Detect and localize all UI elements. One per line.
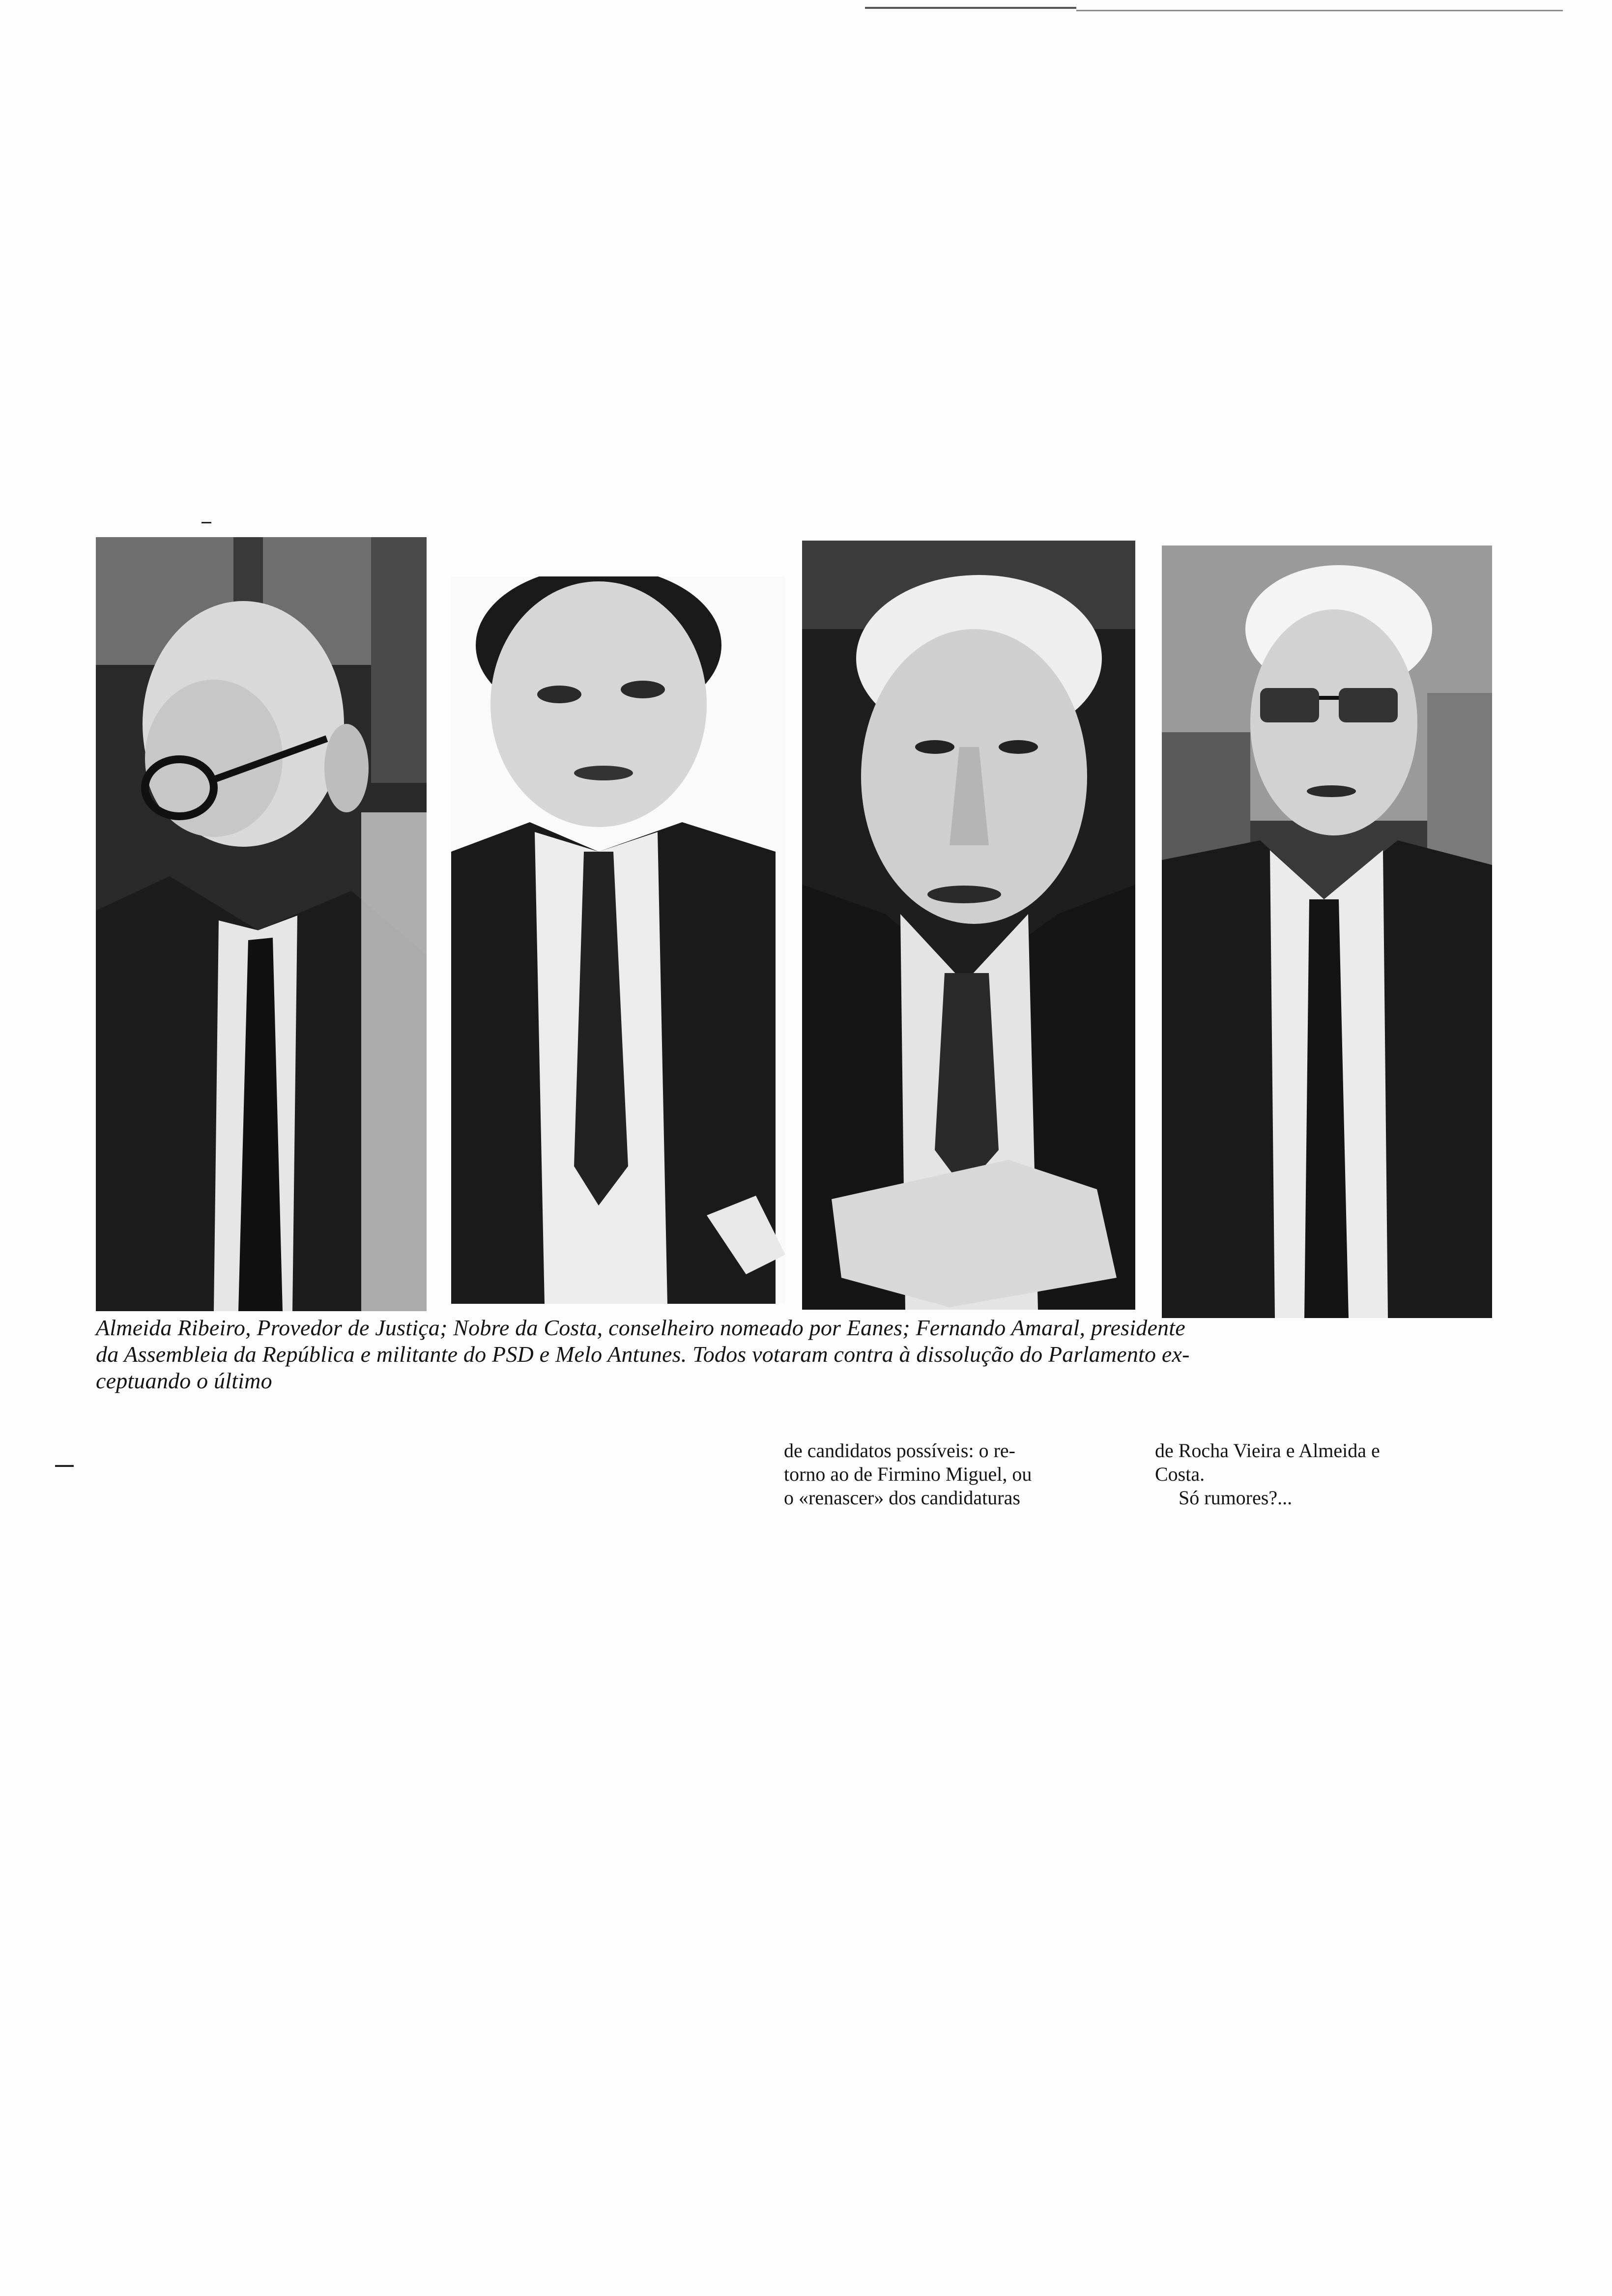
top-rule (865, 7, 1076, 9)
article-line: de Rocha Vieira e Almeida e (1155, 1439, 1380, 1462)
caption-line: ceptuando o último (96, 1368, 272, 1393)
caption-line: da Assembleia da República e militante do PSD e Melo Antunes. Todos votaram contra à dissolução do Parlamento ex- (96, 1342, 1190, 1367)
article-column-1 (784, 1439, 1123, 1510)
photo-melo-antunes (1162, 545, 1492, 1318)
scan-mark (202, 522, 211, 523)
article-line: torno ao de Firmino Miguel, ou (784, 1463, 1032, 1485)
article-column-2 (1155, 1439, 1494, 1510)
top-rule-right (1076, 10, 1563, 11)
photo-caption (96, 1315, 1494, 1394)
article-line: de candidatos possíveis: o re- (784, 1439, 1015, 1462)
article-line: Só rumores?... (1179, 1487, 1293, 1509)
photo-nobre-da-costa (451, 576, 785, 1304)
photo-almeida-ribeiro (96, 537, 427, 1311)
photo-fernando-amaral (802, 541, 1135, 1310)
article-line: Costa. (1155, 1463, 1205, 1485)
caption-line: Almeida Ribeiro, Provedor de Justiça; Nobre da Costa, conselheiro nomeado por Eanes; Fernando Amaral, presidente (96, 1315, 1185, 1340)
scan-mark (55, 1465, 74, 1467)
article-line: o «renascer» dos candidaturas (784, 1487, 1020, 1509)
